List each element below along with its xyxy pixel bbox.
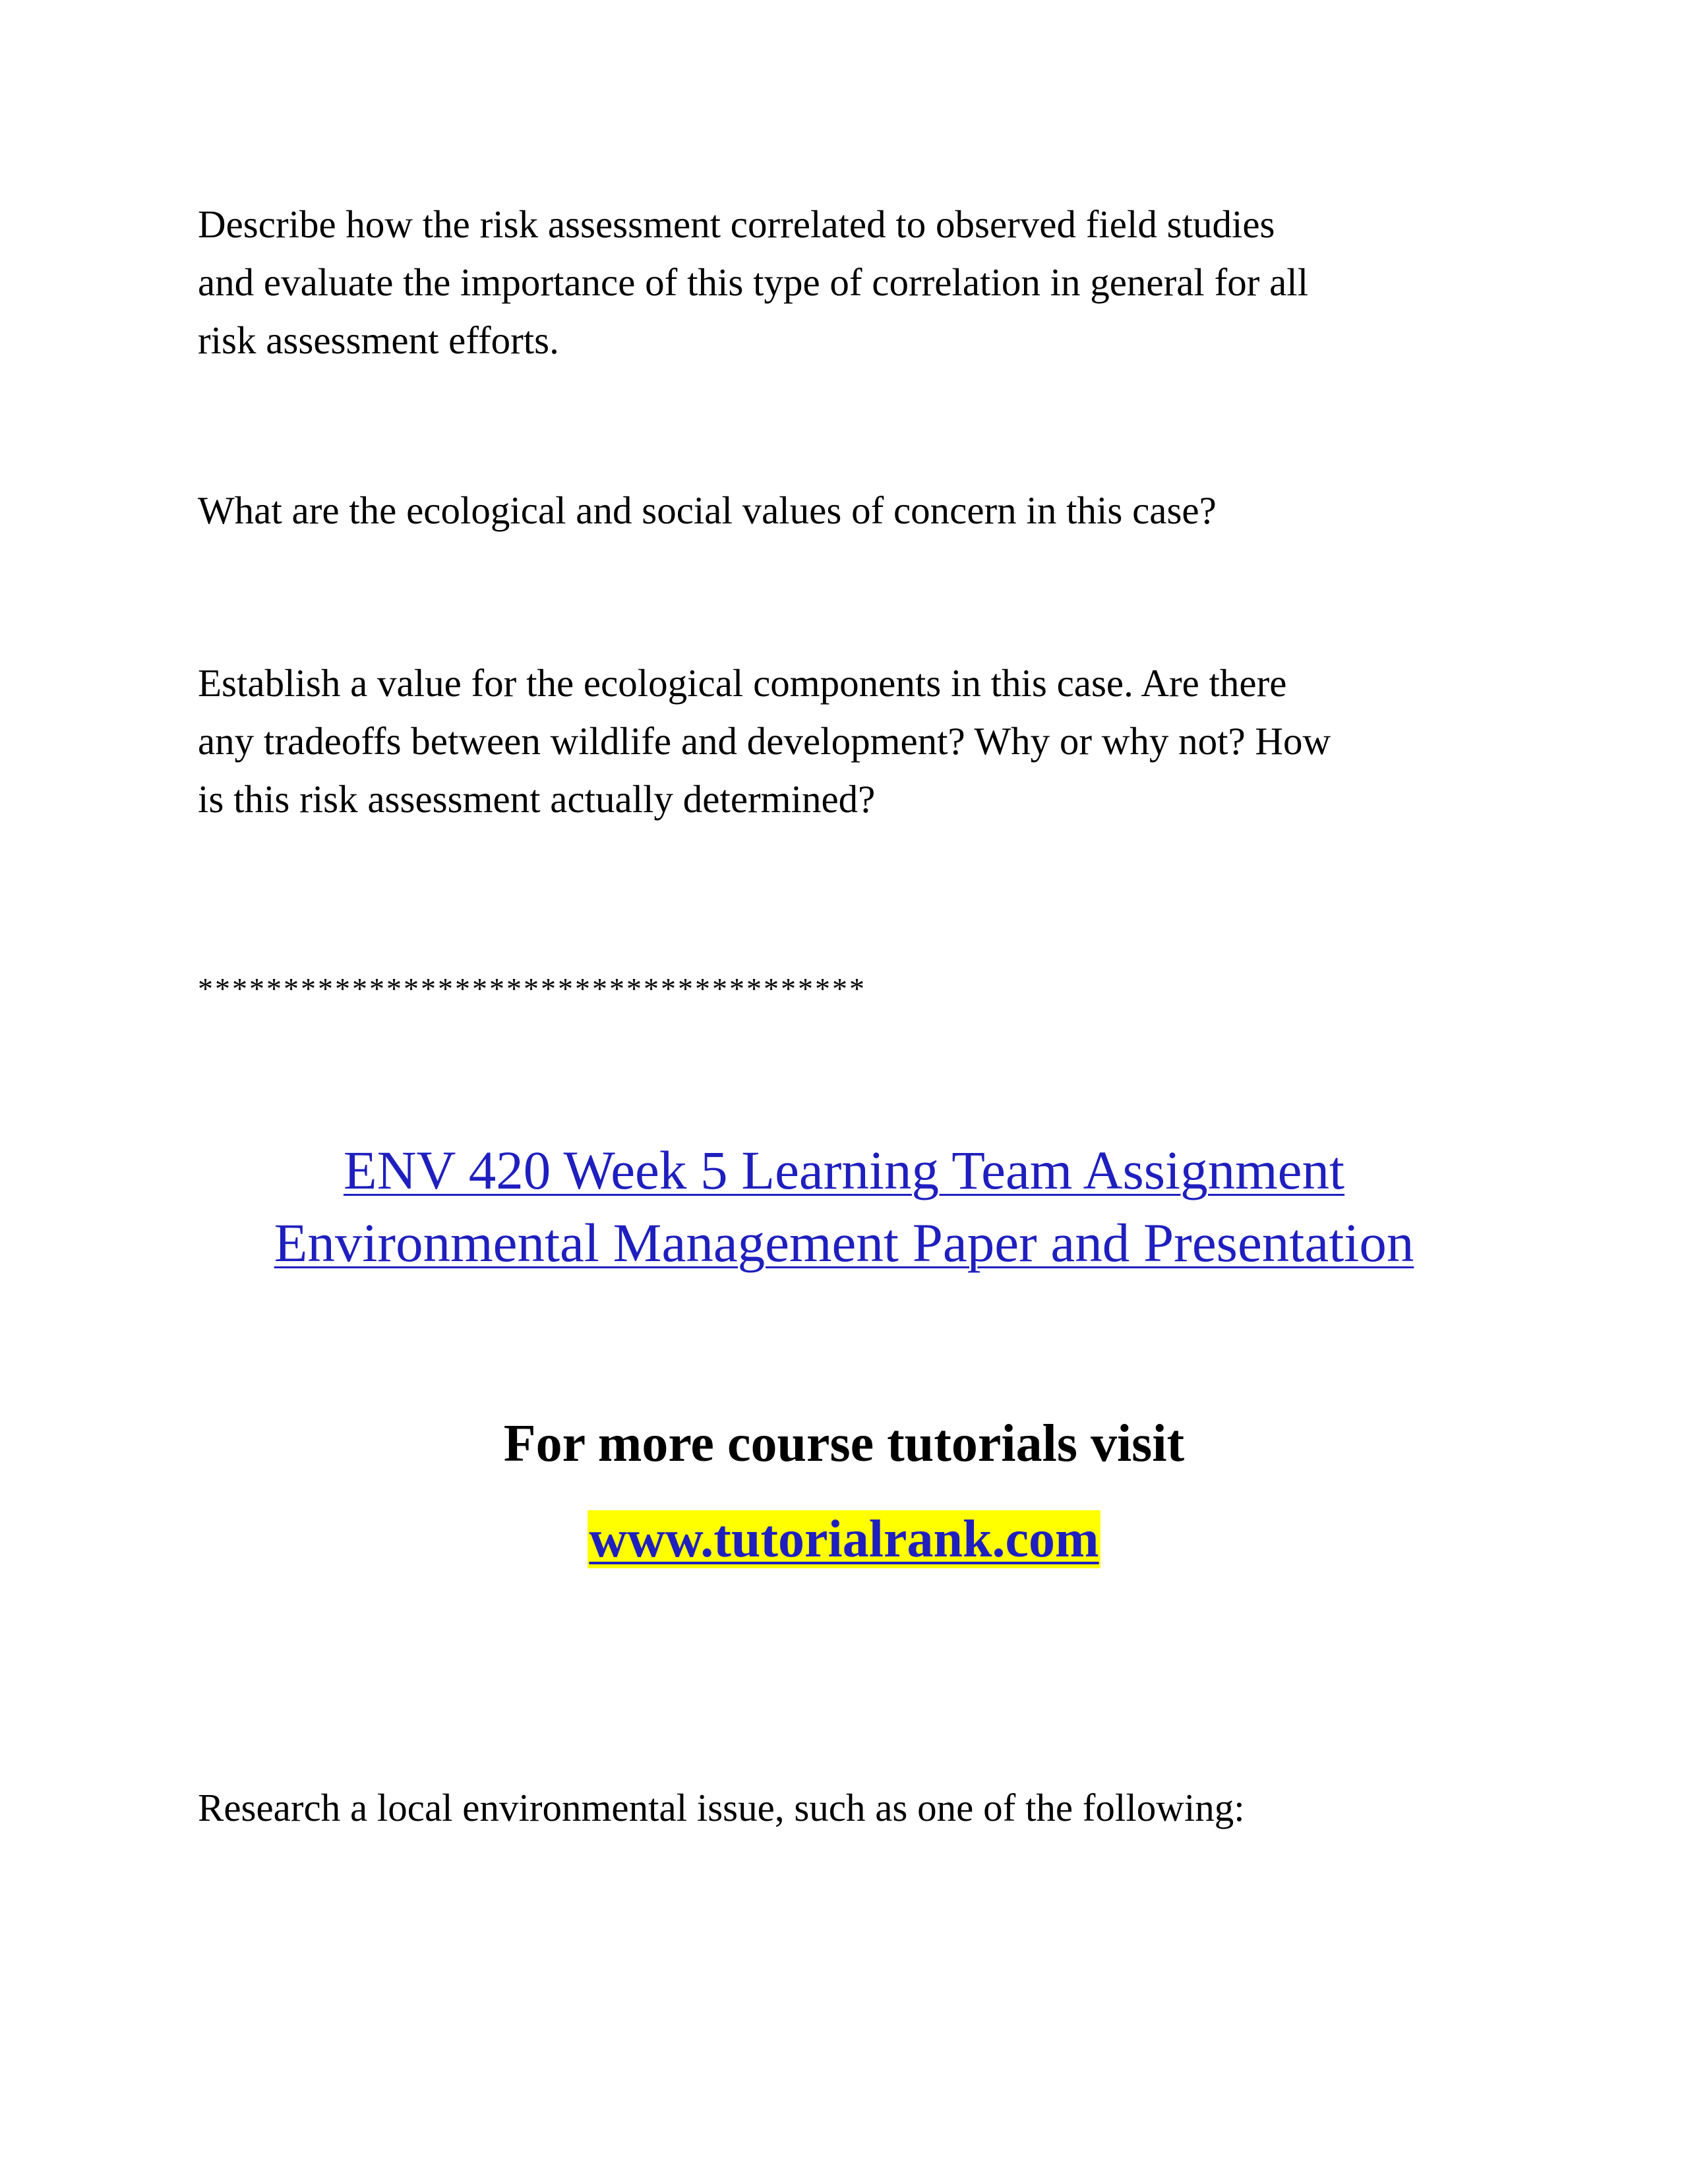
assignment-link-line-2[interactable]: Environmental Management Paper and Presentation bbox=[274, 1212, 1414, 1273]
promo-url-container bbox=[0, 1506, 1688, 1587]
tutorialrank-link[interactable]: www.tutorialrank.com bbox=[589, 1510, 1099, 1568]
text-line: Describe how the risk assessment correlated to observed field studies bbox=[198, 202, 1275, 246]
text-line: Research a local environmental issue, such as one of the following: bbox=[198, 1786, 1245, 1829]
text-line: and evaluate the importance of this type of correlation in general for all bbox=[198, 260, 1309, 304]
paragraph-establish bbox=[198, 654, 1517, 828]
text-line: What are the ecological and social values of concern in this case? bbox=[198, 488, 1217, 532]
paragraph-research bbox=[198, 1779, 1517, 1837]
text-line: is this risk assessment actually determined? bbox=[198, 777, 876, 821]
text-line: Establish a value for the ecological components in this case. Are there bbox=[198, 661, 1287, 705]
text-line: any tradeoffs between wildlife and development? Why or why not? How bbox=[198, 719, 1331, 763]
asterisk-separator: *************************************** bbox=[198, 972, 866, 1005]
assignment-title-link[interactable] bbox=[0, 1134, 1688, 1279]
text-line: risk assessment efforts. bbox=[198, 318, 559, 362]
visit-heading: For more course tutorials visit bbox=[503, 1415, 1185, 1473]
paragraph-values-question bbox=[198, 481, 1517, 539]
paragraph-describe bbox=[198, 195, 1517, 369]
assignment-link-line-1[interactable]: ENV 420 Week 5 Learning Team Assignment bbox=[343, 1140, 1345, 1200]
